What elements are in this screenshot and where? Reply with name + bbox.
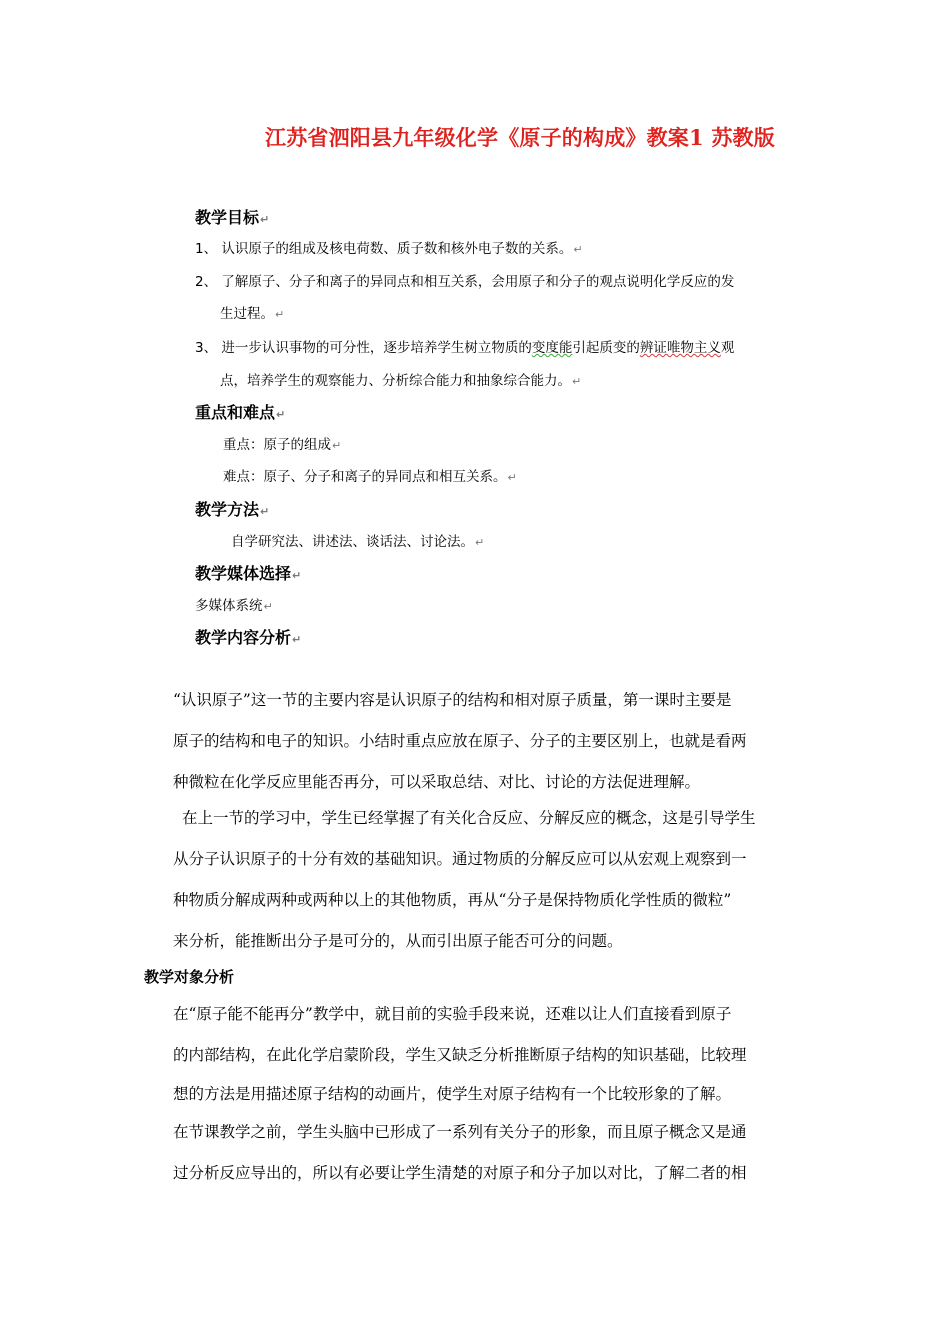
object-analysis-line: 的内部结构，在此化学启蒙阶段，学生又缺乏分析推断原子结构的知识基础，比较理 [173, 1046, 747, 1064]
key-point-difficulty-text: 难点：原子、分子和离子的异同点和相互关系。 [223, 469, 507, 485]
goal-item-1-text: 1、 认识原子的组成及核电荷数、质子数和核外电子数的关系。 [195, 241, 573, 257]
paragraph-mark-icon: ↵ [332, 439, 342, 452]
object-analysis-line: 想的方法是用描述原子结构的动画片，使学生对原子结构有一个比较形象的了解。 [173, 1085, 732, 1103]
key-points-heading [195, 400, 285, 423]
media-heading [195, 561, 301, 584]
goal-item-3 [195, 336, 734, 356]
object-analysis-line: 在“原子能不能再分”教学中，就目前的实验手段来说，还难以让人们直接看到原子 [173, 1005, 732, 1023]
content-analysis-line: 种物质分解成两种或两种以上的其他物质，再从“分子是保持物质化学性质的微粒” [173, 891, 732, 909]
content-analysis-line: 原子的结构和电子的知识。小结时重点应放在原子、分子的主要区别上，也就是看两 [173, 732, 747, 750]
paragraph-mark-icon: ↵ [263, 600, 273, 613]
methods-text [231, 530, 484, 550]
paragraph-mark-icon: ↵ [260, 213, 270, 226]
content-analysis-heading [195, 625, 301, 648]
paragraph-mark-icon: ↵ [275, 308, 285, 321]
content-analysis-line: 在上一节的学习中，学生已经掌握了有关化合反应、分解反应的概念，这是引导学生 [182, 809, 756, 827]
object-analysis-line: 在节课教学之前，学生头脑中已形成了一系列有关分子的形象，而且原子概念又是通 [173, 1123, 747, 1141]
content-analysis-line: 来分析，能推断出分子是可分的，从而引出原子能否可分的问题。 [173, 932, 623, 950]
goal-item-3-text-b: 变度能 [531, 340, 573, 356]
paragraph-mark-icon: ↵ [276, 408, 286, 421]
goal-item-3-text-c: 引起质变的 [572, 340, 640, 356]
object-analysis-heading-text: 教学对象分析 [144, 968, 235, 986]
content-analysis-heading-text: 教学内容分析 [195, 628, 292, 647]
key-point-focus-text: 重点：原子的组成 [223, 437, 331, 453]
goal-item-2-continued-text: 生过程。 [220, 306, 274, 322]
document-title: 江苏省泗阳县九年级化学《原子的构成》教案1 苏教版 [265, 125, 775, 150]
object-analysis-heading [144, 966, 234, 987]
paragraph-mark-icon: ↵ [573, 243, 583, 256]
goal-item-3-continued-text: 点，培养学生的观察能力、分析综合能力和抽象综合能力。 [220, 373, 571, 389]
goal-item-2-text: 2、 了解原子、分子和离子的异同点和相互关系，会用原子和分子的观点说明化学反应的发 [195, 274, 735, 290]
goal-item-1 [195, 237, 583, 257]
goals-heading-text: 教学目标 [195, 208, 260, 227]
paragraph-mark-icon: ↵ [572, 375, 582, 388]
paragraph-mark-icon: ↵ [507, 471, 517, 484]
goal-item-2-continued [220, 302, 284, 322]
key-points-heading-text: 重点和难点 [195, 403, 276, 422]
key-point-focus [223, 433, 341, 453]
methods-heading-text: 教学方法 [195, 500, 260, 519]
media-heading-text: 教学媒体选择 [195, 564, 292, 583]
goals-heading [195, 205, 269, 228]
goal-item-3-continued [220, 369, 581, 389]
media-text-content: 多媒体系统 [195, 598, 263, 614]
content-analysis-line: 从分子认识原子的十分有效的基础知识。通过物质的分解反应可以从宏观上观察到一 [173, 850, 747, 868]
goal-item-2 [195, 270, 734, 290]
goal-item-3-text-d: 辨证唯物主义 [639, 340, 721, 356]
paragraph-mark-icon: ↵ [292, 633, 302, 646]
goal-item-3-text-e: 观 [720, 340, 735, 356]
key-point-difficulty [223, 465, 517, 485]
methods-text-content: 自学研究法、讲述法、谈话法、讨论法。 [231, 534, 474, 550]
goal-item-3-text-a: 3、 进一步认识事物的可分性，逐步培养学生树立物质的 [195, 340, 532, 356]
methods-heading [195, 497, 269, 520]
object-analysis-line: 过分析反应导出的，所以有必要让学生清楚的对原子和分子加以对比，了解二者的相 [173, 1164, 747, 1182]
content-analysis-line: 种微粒在化学反应里能否再分，可以采取总结、对比、讨论的方法促进理解。 [173, 773, 701, 791]
paragraph-mark-icon: ↵ [292, 569, 302, 582]
paragraph-mark-icon: ↵ [475, 536, 485, 549]
media-text [195, 594, 273, 614]
paragraph-mark-icon: ↵ [260, 505, 270, 518]
content-analysis-line: “认识原子”这一节的主要内容是认识原子的结构和相对原子质量，第一课时主要是 [173, 691, 732, 709]
